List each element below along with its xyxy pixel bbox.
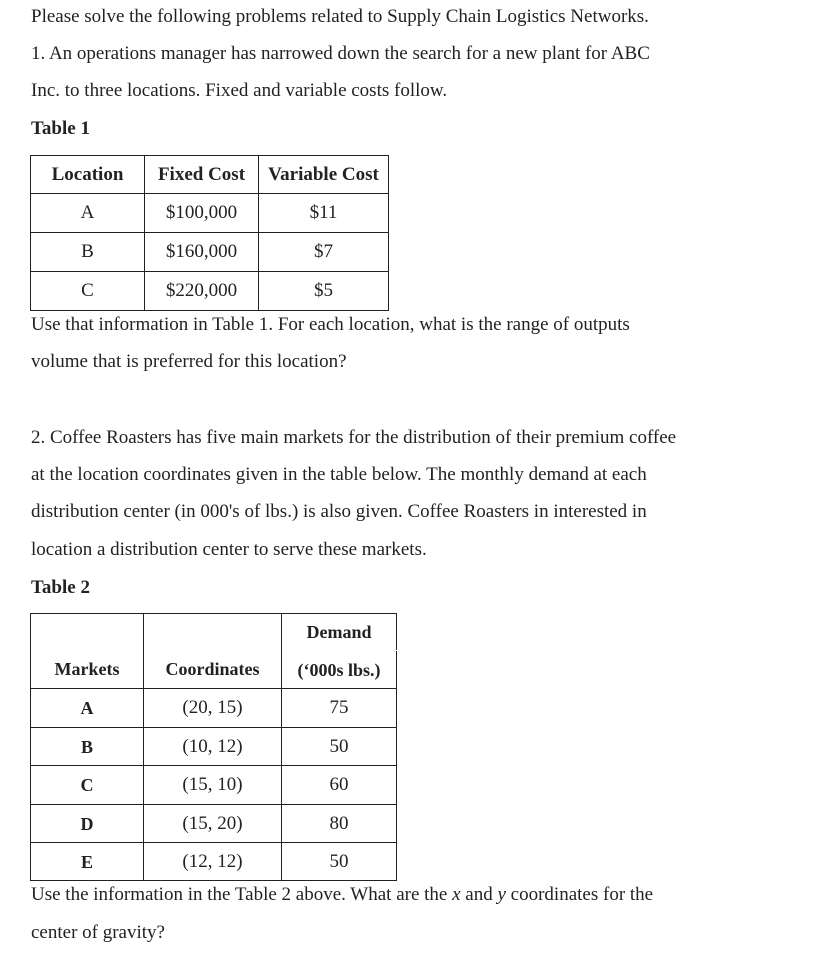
table1-cell: $11 bbox=[259, 194, 389, 233]
table1-row bbox=[31, 233, 389, 272]
q1-line-2: Inc. to three locations. Fixed and variable costs follow. bbox=[31, 80, 448, 101]
table2-header-demand-units: (‘000s lbs.) bbox=[282, 651, 397, 689]
table2-row bbox=[31, 766, 397, 805]
q2-after-text-3: coordinates for the bbox=[505, 884, 654, 905]
table1-cell: $100,000 bbox=[145, 194, 259, 233]
table-1 bbox=[30, 155, 389, 311]
table2-cell-market: A bbox=[31, 689, 144, 728]
table2-cell-market: C bbox=[31, 766, 144, 805]
q2-after-text-1: Use the information in the Table 2 above. What are the bbox=[31, 884, 453, 905]
table1-cell: $160,000 bbox=[145, 233, 259, 272]
q2-line-4: location a distribution center to serve these markets. bbox=[31, 539, 427, 560]
table2-header-coordinates: Coordinates bbox=[144, 614, 282, 689]
table1-title: Table 1 bbox=[31, 118, 90, 139]
table1-cell: A bbox=[31, 194, 145, 233]
q2-after-line-2: center of gravity? bbox=[31, 922, 165, 943]
table2-cell-coordinates: (20, 15) bbox=[144, 689, 282, 728]
table1-header-variable-cost: Variable Cost bbox=[259, 156, 389, 194]
table2-header-markets: Markets bbox=[31, 614, 144, 689]
table2-cell-coordinates: (15, 20) bbox=[144, 805, 282, 843]
table2-cell-market: B bbox=[31, 728, 144, 766]
table2-cell-coordinates: (10, 12) bbox=[144, 728, 282, 766]
intro-text: Please solve the following problems related to Supply Chain Logistics Networks. bbox=[31, 6, 649, 27]
table1-row bbox=[31, 272, 389, 311]
table1-cell: $7 bbox=[259, 233, 389, 272]
table2-cell-coordinates: (15, 10) bbox=[144, 766, 282, 805]
q2-line-3: distribution center (in 000's of lbs.) is also given. Coffee Roasters in interested in bbox=[31, 501, 647, 522]
table2-cell-market: E bbox=[31, 843, 144, 881]
q2-after-line-1 bbox=[31, 884, 653, 906]
table2-cell-demand: 80 bbox=[282, 805, 397, 843]
table2-row bbox=[31, 728, 397, 766]
table2-row bbox=[31, 843, 397, 881]
table2-cell-coordinates: (12, 12) bbox=[144, 843, 282, 881]
table2-cell-demand: 60 bbox=[282, 766, 397, 805]
q1-after-line-1: Use that information in Table 1. For each location, what is the range of outputs bbox=[31, 314, 630, 335]
q2-line-1: 2. Coffee Roasters has five main markets for the distribution of their premium coffee bbox=[31, 427, 677, 448]
q2-after-text-2: and bbox=[460, 884, 498, 905]
table1-cell: $220,000 bbox=[145, 272, 259, 311]
table2-cell-demand: 50 bbox=[282, 728, 397, 766]
table1-header-row bbox=[31, 156, 389, 194]
table2-cell-demand: 75 bbox=[282, 689, 397, 728]
table1-cell: C bbox=[31, 272, 145, 311]
table2-row bbox=[31, 689, 397, 728]
table1-header-fixed-cost: Fixed Cost bbox=[145, 156, 259, 194]
q2-line-2: at the location coordinates given in the table below. The monthly demand at each bbox=[31, 464, 647, 485]
table2-cell-market: D bbox=[31, 805, 144, 843]
table1-cell: $5 bbox=[259, 272, 389, 311]
q1-line-1: 1. An operations manager has narrowed down the search for a new plant for ABC bbox=[31, 43, 650, 64]
table-2 bbox=[30, 613, 397, 881]
q1-after-line-2: volume that is preferred for this location? bbox=[31, 351, 347, 372]
table2-header-demand: Demand bbox=[282, 614, 397, 651]
table1-row bbox=[31, 194, 389, 233]
y-variable: y bbox=[497, 884, 506, 905]
x-variable: x bbox=[452, 884, 461, 905]
table1-header-location: Location bbox=[31, 156, 145, 194]
table2-cell-demand: 50 bbox=[282, 843, 397, 881]
table2-header-row-top bbox=[31, 614, 397, 651]
table1-cell: B bbox=[31, 233, 145, 272]
table2-title: Table 2 bbox=[31, 577, 90, 598]
table2-row bbox=[31, 805, 397, 843]
